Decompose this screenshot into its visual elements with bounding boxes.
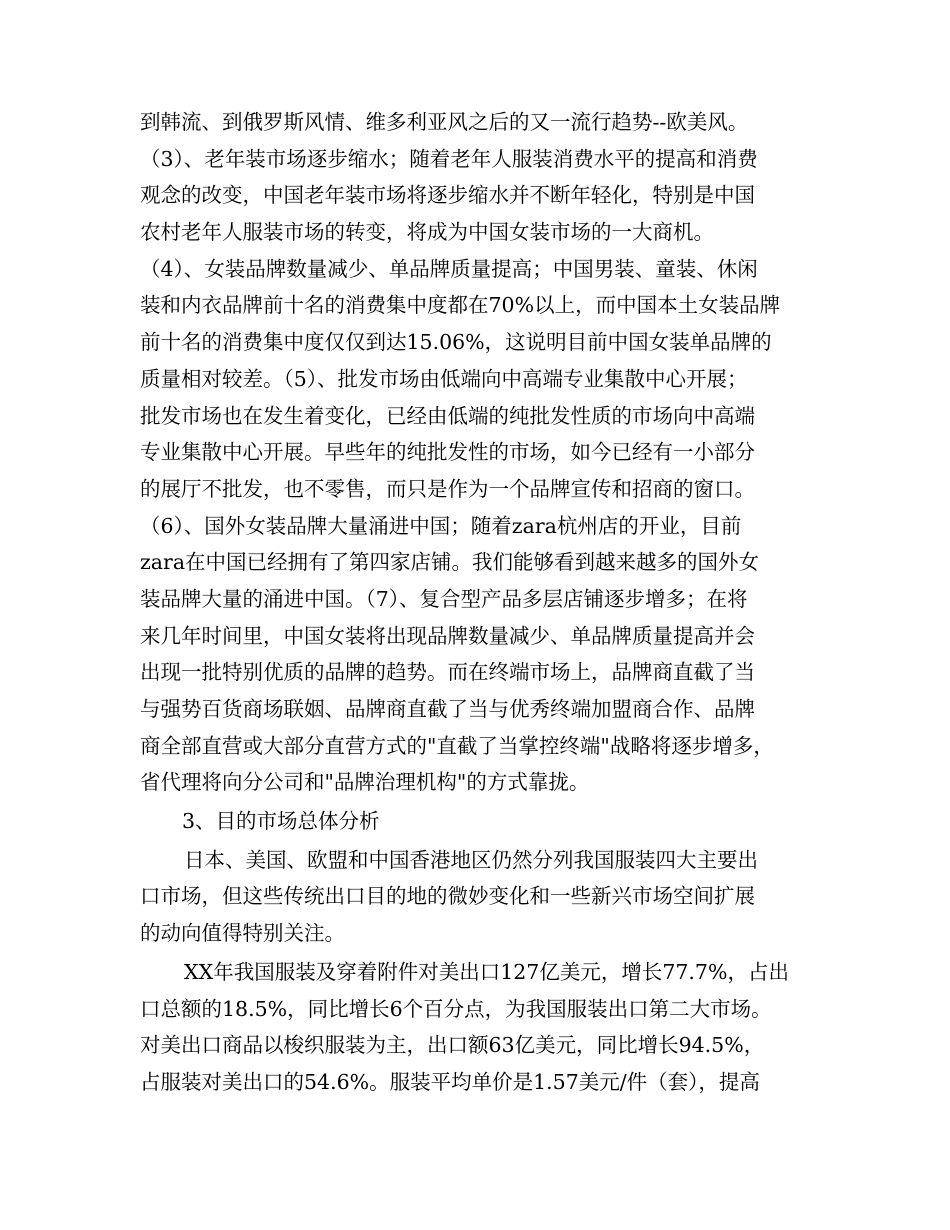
body-line: 装和内衣品牌前十名的消费集中度都在70%以上，而中国本土女装品牌: [140, 293, 781, 318]
body-line: 装品牌大量的涌进中国。（7）、复合型产品多层店铺逐步增多；在将: [140, 586, 748, 611]
body-line: 来几年时间里，中国女装将出现品牌数量减少、单品牌质量提高并会: [140, 623, 755, 648]
body-line: 观念的改变，中国老年装市场将逐步缩水并不断年轻化，特别是中国: [140, 183, 755, 208]
body-line: （6）、国外女装品牌大量涌进中国；随着zara杭州店的开业，目前: [140, 513, 742, 538]
paragraph-line: 对美出口商品以梭织服装为主，出口额63亿美元，同比增长94.5%，: [140, 1033, 765, 1058]
body-line: 农村老年人服装市场的转变，将成为中国女装市场的一大商机。: [140, 220, 714, 245]
paragraph-line: 日本、美国、欧盟和中国香港地区仍然分列我国服装四大主要出: [184, 847, 758, 872]
body-line: 批发市场也在发生着变化，已经由低端的纯批发性质的市场向中高端: [140, 403, 755, 428]
body-line: 出现一批特别优质的品牌的趋势。而在终端市场上，品牌商直截了当: [140, 660, 755, 685]
body-line: zara在中国已经拥有了第四家店铺。我们能够看到越来越多的国外女: [140, 550, 760, 575]
paragraph-line: 占服装对美出口的54.6%。服装平均单价是1.57美元/件（套），提高: [140, 1069, 760, 1094]
paragraph-line: 口总额的18.5%，同比增长6个百分点，为我国服装出口第二大市场。: [140, 996, 772, 1021]
body-line: （4）、女装品牌数量减少、单品牌质量提高；中国男装、童装、休闲: [140, 256, 758, 281]
body-line: 与强势百货商场联姻、品牌商直截了当与优秀终端加盟商合作、品牌: [140, 697, 755, 721]
paragraph-line: 口市场，但这些传统出口目的地的微妙变化和一些新兴市场空间扩展: [140, 884, 755, 909]
body-line: 到韩流、到俄罗斯风情、维多利亚风之后的又一流行趋势--欧美风。: [140, 110, 749, 134]
body-line: 的展厅不批发，也不零售，而只是作为一个品牌宣传和招商的窗口。: [140, 476, 755, 501]
paragraph-line: 的动向值得特别关注。: [140, 921, 345, 946]
body-line: 专业集散中心开展。早些年的纯批发性的市场，如今已经有一小部分: [140, 440, 755, 465]
paragraph-line: XX年我国服装及穿着附件对美出口127亿美元，增长77.7%，占出: [184, 959, 789, 984]
body-line: 省代理将向分公司和"品牌治理机构"的方式靠拢。: [140, 770, 590, 795]
body-line: 质量相对较差。（5）、批发市场由低端向中高端专业集散中心开展；: [140, 366, 748, 391]
document-body: [140, 104, 820, 1101]
body-line: 前十名的消费集中度仅仅到达15.06%，这说明目前中国女装单品牌的: [140, 330, 772, 355]
body-line: （3）、老年装市场逐步缩水；随着老年人服装消费水平的提高和消费: [140, 146, 758, 171]
body-line: 商全部直营或大部分直营方式的"直截了当掌控终端"战略将逐步增多，: [140, 733, 774, 758]
section-heading: 3、目的市场总体分析: [182, 809, 380, 834]
